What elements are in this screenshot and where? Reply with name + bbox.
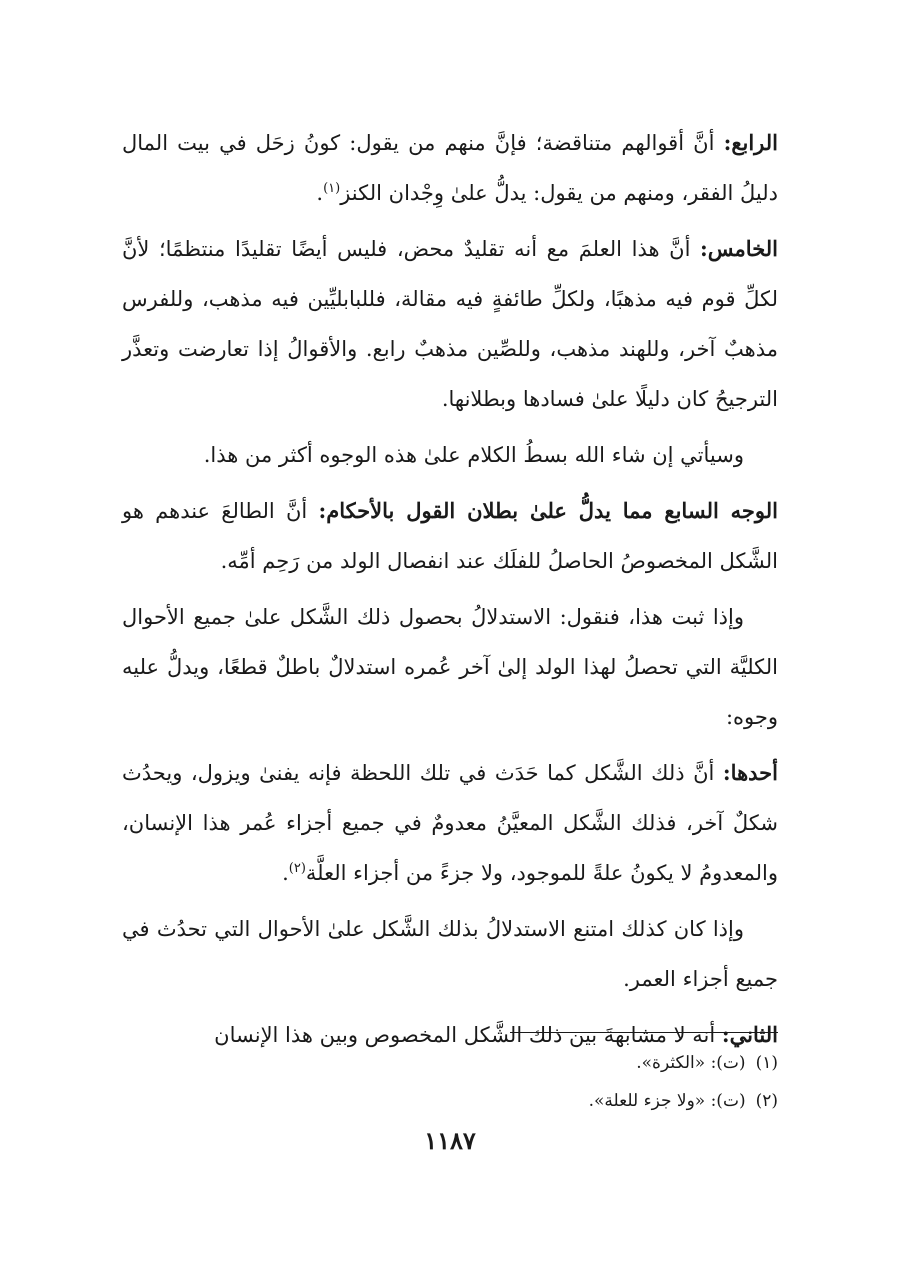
- footnote-text: (ت): «ولا جزء للعلة».: [588, 1091, 746, 1111]
- paragraph-fifth: [122, 224, 778, 424]
- footnote-item: [122, 1082, 778, 1120]
- paragraph-body: أنَّ أقوالهم متناقضة؛ فإنَّ منهم من يقول: كونُ زحَل في بيت المال دليلُ الفقر، ومنهم من يقول: يدلُّ علىٰ وِجْدان الكنز: [122, 131, 778, 205]
- footnote-text: (ت): «الكثرة».: [636, 1053, 746, 1073]
- paragraph-will-come: [122, 430, 778, 480]
- main-text: [122, 118, 778, 1066]
- footnote-item: [122, 1044, 778, 1082]
- footnote-marker[interactable]: (٢): [288, 861, 306, 876]
- paragraph-lead: الرابع:: [723, 130, 778, 155]
- paragraph-fourth: [122, 118, 778, 218]
- paragraph-seventh-aspect: [122, 486, 778, 586]
- footnote-number: (١): [755, 1053, 778, 1073]
- paragraph-end: .: [282, 861, 289, 885]
- paragraph-lead: الوجه السابع مما يدلُّ علىٰ بطلان القول بالأحكام:: [318, 498, 778, 523]
- paragraph-if-established: [122, 592, 778, 742]
- paragraph-body: وإذا ثبت هذا، فنقول: الاستدلالُ بحصول ذلك الشَّكل علىٰ جميع الأحوال الكليَّة التي تحصلُ لهذا الولد إلىٰ آخر عُمره استدلالٌ باطلٌ قطعًا، ويدلُّ عليه وجوه:: [122, 605, 778, 729]
- paragraph-body: أنَّ الطالعَ عندهم هو الشَّكل المخصوصُ الحاصلُ للفلَك عند انفصال الولد من رَحِم أمِّه.: [122, 499, 778, 573]
- paragraph-body: أنَّ ذلك الشَّكل كما حَدَث في تلك اللحظة فإنه يفنىٰ ويزول، ويحدُث شكلٌ آخر، فذلك الشَّكل المعيَّنُ معدومٌ في جميع أجزاء عُمر هذا الإنسان، والمعدومُ لا يكونُ علةً للموجود، ولا جزءً من أجزاء العلَّة: [122, 761, 778, 885]
- paragraph-lead: أحدها:: [722, 760, 778, 785]
- footnotes: [122, 1044, 778, 1120]
- paragraph-body: أنه لا مشابهةَ بين ذلك الشَّكل المخصوص وبين هذا الإنسان: [214, 1023, 722, 1047]
- paragraph-lead: الثاني:: [721, 1022, 778, 1047]
- footnote-divider: [510, 1032, 778, 1033]
- footnote-marker[interactable]: (١): [323, 181, 341, 196]
- paragraph-body: أنَّ هذا العلمَ مع أنه تقليدٌ محض، فليس أيضًا تقليدًا منتظمًا؛ لأنَّ لكلِّ قوم فيه مذهبًا، ولكلِّ طائفةٍ فيه مقالة، فللبابليِّين فيه مذهب، وللفرس مذهبٌ آخر، وللهند مذهب، وللصِّين مذهبٌ رابع. والأقوالُ إذا تعارضت وتعذَّر الترجيحُ كان دليلًا علىٰ فسادها وبطلانها.: [122, 237, 778, 411]
- footnote-number: (٢): [755, 1091, 778, 1111]
- paragraph-so-impossible: [122, 904, 778, 1004]
- page-number: ١١٨٧: [424, 1126, 476, 1155]
- paragraph-body: وسيأتي إن شاء الله بسطُ الكلام علىٰ هذه الوجوه أكثر من هذا.: [203, 443, 744, 467]
- paragraph-body: وإذا كان كذلك امتنع الاستدلالُ بذلك الشَّكل علىٰ الأحوال التي تحدُث في جميع أجزاء العمر.: [122, 917, 778, 991]
- paragraph-end: .: [316, 181, 324, 205]
- paragraph-lead: الخامس:: [700, 236, 778, 261]
- paragraph-first-reason: [122, 748, 778, 898]
